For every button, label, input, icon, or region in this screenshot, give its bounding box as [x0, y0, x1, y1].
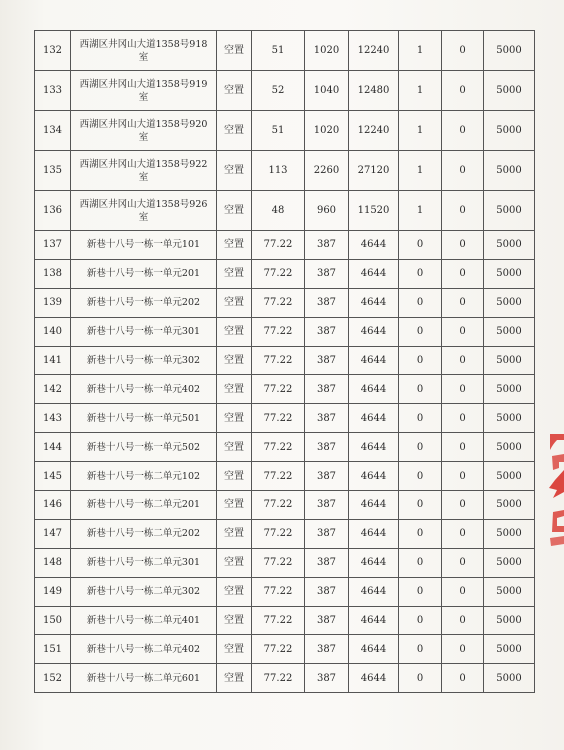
table-row: [35, 151, 535, 191]
row-number-cell: 134: [35, 111, 71, 151]
address-cell: 新巷十八号一栋二单元601: [71, 664, 217, 693]
address-cell: 西湖区井冈山大道1358号922室: [71, 151, 217, 191]
address-cell: 新巷十八号一栋二单元301: [71, 548, 217, 577]
row-number-cell: 135: [35, 151, 71, 191]
area-cell: 77.22: [252, 519, 305, 548]
count-cell-2: 0: [442, 111, 484, 151]
annual-rent-cell: 4644: [349, 288, 399, 317]
status-cell: 空置: [217, 346, 252, 375]
count-cell-1: 1: [399, 71, 442, 111]
count-cell-2: 0: [442, 519, 484, 548]
monthly-rent-cell: 1020: [305, 31, 349, 71]
count-cell-1: 1: [399, 191, 442, 231]
address-cell: 新巷十八号一栋二单元201: [71, 491, 217, 520]
table-row: [35, 375, 535, 404]
annual-rent-cell: 4644: [349, 231, 399, 260]
count-cell-2: 0: [442, 31, 484, 71]
row-number-cell: 146: [35, 491, 71, 520]
row-number-cell: 151: [35, 635, 71, 664]
monthly-rent-cell: 1020: [305, 111, 349, 151]
count-cell-1: 0: [399, 635, 442, 664]
area-cell: 77.22: [252, 404, 305, 433]
status-cell: 空置: [217, 664, 252, 693]
stamp-glyph-upper: [552, 454, 564, 470]
amount-cell: 5000: [484, 231, 535, 260]
status-cell: 空置: [217, 288, 252, 317]
area-cell: 48: [252, 191, 305, 231]
row-number-cell: 141: [35, 346, 71, 375]
row-number-cell: 133: [35, 71, 71, 111]
amount-cell: 5000: [484, 433, 535, 462]
amount-cell: 5000: [484, 606, 535, 635]
area-cell: 77.22: [252, 231, 305, 260]
amount-cell: 5000: [484, 548, 535, 577]
table-row: [35, 577, 535, 606]
monthly-rent-cell: 387: [305, 404, 349, 433]
address-cell: 新巷十八号一栋一单元502: [71, 433, 217, 462]
count-cell-1: 1: [399, 151, 442, 191]
address-cell: 新巷十八号一栋二单元401: [71, 606, 217, 635]
monthly-rent-cell: 1040: [305, 71, 349, 111]
row-number-cell: 137: [35, 231, 71, 260]
status-cell: 空置: [217, 606, 252, 635]
count-cell-1: 1: [399, 31, 442, 71]
amount-cell: 5000: [484, 71, 535, 111]
amount-cell: 5000: [484, 404, 535, 433]
monthly-rent-cell: 2260: [305, 151, 349, 191]
count-cell-1: 0: [399, 404, 442, 433]
count-cell-1: 0: [399, 548, 442, 577]
table-row: [35, 111, 535, 151]
monthly-rent-cell: 387: [305, 259, 349, 288]
annual-rent-cell: 4644: [349, 375, 399, 404]
area-cell: 77.22: [252, 491, 305, 520]
status-cell: 空置: [217, 317, 252, 346]
row-number-cell: 143: [35, 404, 71, 433]
count-cell-1: 0: [399, 231, 442, 260]
area-cell: 77.22: [252, 317, 305, 346]
row-number-cell: 148: [35, 548, 71, 577]
area-cell: 77.22: [252, 664, 305, 693]
stamp-glyph-lower: [552, 510, 564, 532]
annual-rent-cell: 11520: [349, 191, 399, 231]
annual-rent-cell: 12240: [349, 31, 399, 71]
status-cell: 空置: [217, 433, 252, 462]
status-cell: 空置: [217, 577, 252, 606]
annual-rent-cell: 4644: [349, 404, 399, 433]
monthly-rent-cell: 387: [305, 346, 349, 375]
count-cell-2: 0: [442, 664, 484, 693]
count-cell-1: 0: [399, 288, 442, 317]
table-row: [35, 664, 535, 693]
area-cell: 77.22: [252, 375, 305, 404]
count-cell-2: 0: [442, 462, 484, 491]
annual-rent-cell: 4644: [349, 433, 399, 462]
amount-cell: 5000: [484, 375, 535, 404]
count-cell-2: 0: [442, 151, 484, 191]
count-cell-1: 0: [399, 664, 442, 693]
amount-cell: 5000: [484, 635, 535, 664]
table-row: [35, 548, 535, 577]
count-cell-2: 0: [442, 231, 484, 260]
amount-cell: 5000: [484, 111, 535, 151]
row-number-cell: 152: [35, 664, 71, 693]
annual-rent-cell: 4644: [349, 606, 399, 635]
status-cell: 空置: [217, 259, 252, 288]
monthly-rent-cell: 387: [305, 433, 349, 462]
amount-cell: 5000: [484, 317, 535, 346]
row-number-cell: 138: [35, 259, 71, 288]
table-row: [35, 491, 535, 520]
amount-cell: 5000: [484, 664, 535, 693]
annual-rent-cell: 4644: [349, 577, 399, 606]
table-row: [35, 346, 535, 375]
annual-rent-cell: 12480: [349, 71, 399, 111]
table-row: [35, 519, 535, 548]
monthly-rent-cell: 387: [305, 635, 349, 664]
stamp-border-bottom: [550, 536, 564, 546]
stamp-border-top: [550, 434, 564, 450]
area-cell: 51: [252, 31, 305, 71]
status-cell: 空置: [217, 491, 252, 520]
area-cell: 77.22: [252, 346, 305, 375]
amount-cell: 5000: [484, 31, 535, 71]
count-cell-1: 0: [399, 519, 442, 548]
area-cell: 113: [252, 151, 305, 191]
address-cell: 新巷十八号一栋一单元101: [71, 231, 217, 260]
status-cell: 空置: [217, 462, 252, 491]
count-cell-2: 0: [442, 577, 484, 606]
amount-cell: 5000: [484, 491, 535, 520]
count-cell-1: 0: [399, 462, 442, 491]
annual-rent-cell: 4644: [349, 491, 399, 520]
table-row: [35, 462, 535, 491]
row-number-cell: 145: [35, 462, 71, 491]
count-cell-2: 0: [442, 404, 484, 433]
status-cell: 空置: [217, 519, 252, 548]
count-cell-2: 0: [442, 606, 484, 635]
count-cell-1: 0: [399, 577, 442, 606]
stamp-star: [549, 470, 564, 498]
status-cell: 空置: [217, 191, 252, 231]
address-cell: 新巷十八号一栋一单元501: [71, 404, 217, 433]
address-cell: 新巷十八号一栋一单元202: [71, 288, 217, 317]
address-cell: 新巷十八号一栋二单元102: [71, 462, 217, 491]
table-row: [35, 31, 535, 71]
amount-cell: 5000: [484, 519, 535, 548]
table-row: [35, 317, 535, 346]
table-row: [35, 288, 535, 317]
amount-cell: 5000: [484, 577, 535, 606]
area-cell: 51: [252, 111, 305, 151]
area-cell: 77.22: [252, 635, 305, 664]
annual-rent-cell: 12240: [349, 111, 399, 151]
row-number-cell: 132: [35, 31, 71, 71]
amount-cell: 5000: [484, 191, 535, 231]
table-row: [35, 606, 535, 635]
row-number-cell: 144: [35, 433, 71, 462]
area-cell: 52: [252, 71, 305, 111]
monthly-rent-cell: 387: [305, 288, 349, 317]
status-cell: 空置: [217, 548, 252, 577]
monthly-rent-cell: 387: [305, 664, 349, 693]
count-cell-1: 0: [399, 433, 442, 462]
status-cell: 空置: [217, 151, 252, 191]
monthly-rent-cell: 387: [305, 491, 349, 520]
monthly-rent-cell: 387: [305, 375, 349, 404]
count-cell-1: 0: [399, 375, 442, 404]
count-cell-1: 0: [399, 491, 442, 520]
count-cell-1: 0: [399, 346, 442, 375]
address-cell: 新巷十八号一栋一单元301: [71, 317, 217, 346]
count-cell-1: 0: [399, 606, 442, 635]
count-cell-2: 0: [442, 635, 484, 664]
address-cell: 西湖区井冈山大道1358号918室: [71, 31, 217, 71]
monthly-rent-cell: 387: [305, 231, 349, 260]
status-cell: 空置: [217, 231, 252, 260]
monthly-rent-cell: 387: [305, 577, 349, 606]
table-row: [35, 404, 535, 433]
status-cell: 空置: [217, 375, 252, 404]
count-cell-2: 0: [442, 288, 484, 317]
address-cell: 新巷十八号一栋一单元201: [71, 259, 217, 288]
annual-rent-cell: 4644: [349, 548, 399, 577]
status-cell: 空置: [217, 404, 252, 433]
amount-cell: 5000: [484, 346, 535, 375]
count-cell-2: 0: [442, 548, 484, 577]
amount-cell: 5000: [484, 288, 535, 317]
annual-rent-cell: 4644: [349, 664, 399, 693]
count-cell-1: 1: [399, 111, 442, 151]
address-cell: 新巷十八号一栋一单元402: [71, 375, 217, 404]
table-row: [35, 191, 535, 231]
amount-cell: 5000: [484, 462, 535, 491]
area-cell: 77.22: [252, 577, 305, 606]
annual-rent-cell: 27120: [349, 151, 399, 191]
table-row: [35, 231, 535, 260]
count-cell-1: 0: [399, 259, 442, 288]
annual-rent-cell: 4644: [349, 259, 399, 288]
row-number-cell: 150: [35, 606, 71, 635]
address-cell: 新巷十八号一栋二单元302: [71, 577, 217, 606]
area-cell: 77.22: [252, 548, 305, 577]
annual-rent-cell: 4644: [349, 635, 399, 664]
status-cell: 空置: [217, 111, 252, 151]
row-number-cell: 139: [35, 288, 71, 317]
address-cell: 新巷十八号一栋二单元202: [71, 519, 217, 548]
monthly-rent-cell: 387: [305, 548, 349, 577]
count-cell-2: 0: [442, 375, 484, 404]
area-cell: 77.22: [252, 462, 305, 491]
monthly-rent-cell: 960: [305, 191, 349, 231]
annual-rent-cell: 4644: [349, 519, 399, 548]
area-cell: 77.22: [252, 259, 305, 288]
address-cell: 新巷十八号一栋二单元402: [71, 635, 217, 664]
status-cell: 空置: [217, 31, 252, 71]
count-cell-2: 0: [442, 317, 484, 346]
count-cell-2: 0: [442, 191, 484, 231]
annual-rent-cell: 4644: [349, 317, 399, 346]
amount-cell: 5000: [484, 151, 535, 191]
address-cell: 新巷十八号一栋一单元302: [71, 346, 217, 375]
row-number-cell: 136: [35, 191, 71, 231]
table-row: [35, 259, 535, 288]
property-table: [34, 30, 535, 693]
address-cell: 西湖区井冈山大道1358号920室: [71, 111, 217, 151]
row-number-cell: 140: [35, 317, 71, 346]
area-cell: 77.22: [252, 288, 305, 317]
monthly-rent-cell: 387: [305, 519, 349, 548]
row-number-cell: 147: [35, 519, 71, 548]
table-row: [35, 433, 535, 462]
status-cell: 空置: [217, 71, 252, 111]
table-body: [35, 31, 535, 693]
count-cell-2: 0: [442, 259, 484, 288]
row-number-cell: 142: [35, 375, 71, 404]
count-cell-1: 0: [399, 317, 442, 346]
status-cell: 空置: [217, 635, 252, 664]
annual-rent-cell: 4644: [349, 462, 399, 491]
amount-cell: 5000: [484, 259, 535, 288]
monthly-rent-cell: 387: [305, 317, 349, 346]
monthly-rent-cell: 387: [305, 606, 349, 635]
table-row: [35, 71, 535, 111]
count-cell-2: 0: [442, 346, 484, 375]
address-cell: 西湖区井冈山大道1358号919室: [71, 71, 217, 111]
annual-rent-cell: 4644: [349, 346, 399, 375]
count-cell-2: 0: [442, 433, 484, 462]
area-cell: 77.22: [252, 433, 305, 462]
row-number-cell: 149: [35, 577, 71, 606]
table-row: [35, 635, 535, 664]
monthly-rent-cell: 387: [305, 462, 349, 491]
red-seal-stamp: [541, 432, 564, 550]
area-cell: 77.22: [252, 606, 305, 635]
address-cell: 西湖区井冈山大道1358号926室: [71, 191, 217, 231]
count-cell-2: 0: [442, 71, 484, 111]
count-cell-2: 0: [442, 491, 484, 520]
